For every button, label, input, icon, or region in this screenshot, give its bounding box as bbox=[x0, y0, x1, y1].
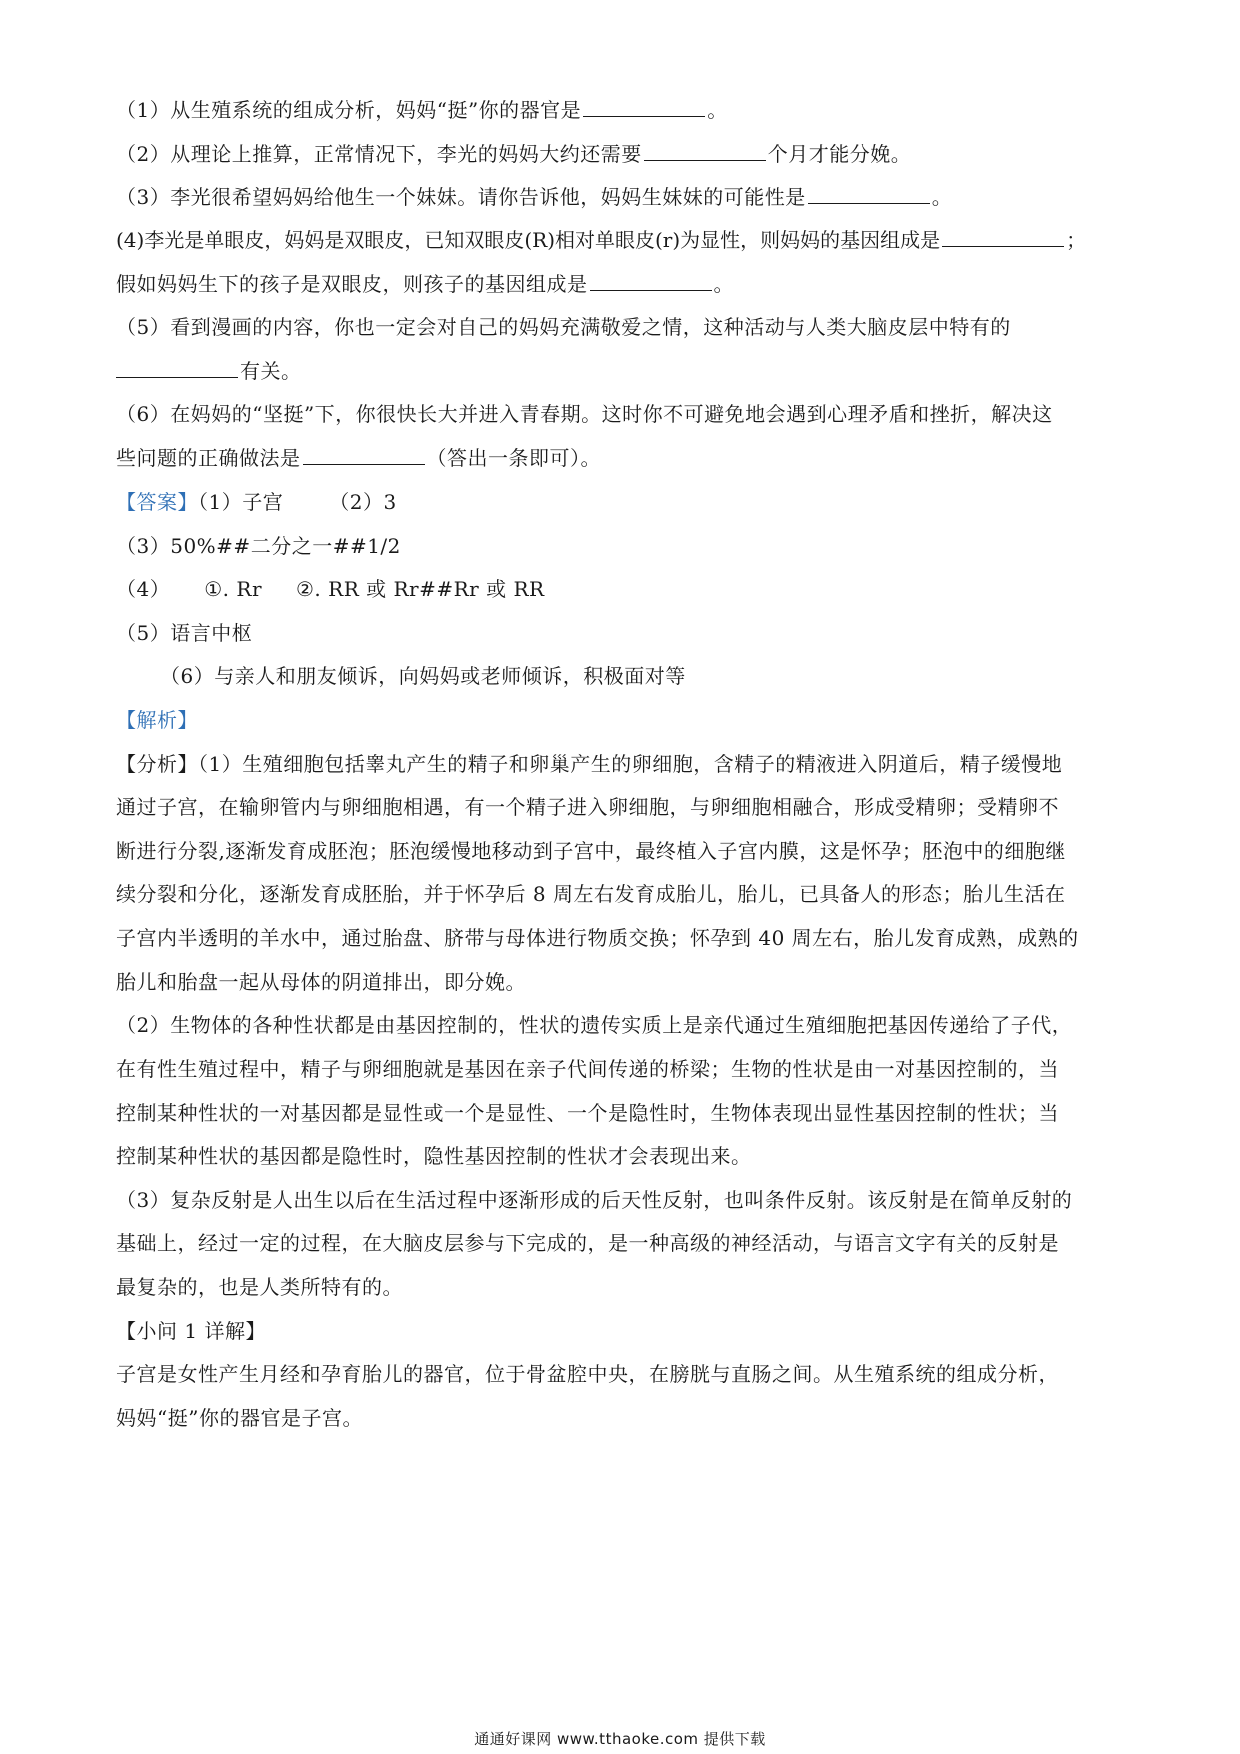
analysis-text: （1）生殖细胞包括睾丸产生的精子和卵巢产生的卵细胞，含精子的精液进入阴道后，精子缓慢地 bbox=[198, 752, 1063, 776]
answer-4-label: （4） bbox=[116, 577, 171, 601]
answer-6: （6）与亲人和朋友倾诉，向妈妈或老师倾诉，积极面对等 bbox=[160, 664, 686, 688]
question-5-line-1 bbox=[116, 313, 1126, 341]
question-3-text: （3）李光很希望妈妈给他生一个妹妹。请你告诉他，妈妈生妹妹的可能性是 bbox=[116, 185, 806, 209]
analysis-line bbox=[116, 837, 1126, 865]
analysis-text: 断进行分裂,逐渐发育成胚泡；胚泡缓慢地移动到子宫中，最终植入子宫内膜，这是怀孕；胚泡中的细胞继 bbox=[116, 839, 1066, 863]
answer-blank bbox=[808, 183, 930, 204]
question-3-end: 。 bbox=[931, 185, 953, 209]
question-4-text: (4)李光是单眼皮，妈妈是双眼皮，已知双眼皮(R)相对单眼皮(r)为显性，则妈妈的基因组成是 bbox=[116, 228, 941, 252]
analysis-line bbox=[116, 1186, 1126, 1214]
analysis-line bbox=[116, 1229, 1126, 1257]
question-6-line-1 bbox=[116, 400, 1126, 428]
page-footer: 通通好课网 www.tthaoke.com 提供下载 bbox=[474, 1730, 766, 1748]
answer-blank bbox=[303, 444, 425, 465]
detail-text: 妈妈“挺”你的器官是子宫。 bbox=[116, 1406, 363, 1430]
analysis-line bbox=[116, 880, 1126, 908]
detail-line bbox=[116, 1404, 1126, 1432]
answer-4-part-1: ①. Rr bbox=[204, 577, 262, 601]
question-6-text: （6）在妈妈的“坚挺”下，你很快长大并进入青春期。这时你不可避免地会遇到心理矛盾和挫折，解决这 bbox=[116, 402, 1053, 426]
answer-blank bbox=[644, 140, 766, 161]
analysis-text: 基础上，经过一定的过程，在大脑皮层参与下完成的，是一种高级的神经活动，与语言文字有关的反射是 bbox=[116, 1231, 1059, 1255]
analysis-text: 通过子宫，在输卵管内与卵细胞相遇，有一个精子进入卵细胞，与卵细胞相融合，形成受精卵；受精卵不 bbox=[116, 795, 1059, 819]
question-2-end: 个月才能分娩。 bbox=[767, 142, 912, 166]
question-5-end: 有关。 bbox=[240, 359, 302, 383]
analysis-line bbox=[116, 968, 1126, 996]
answer-line-4 bbox=[116, 575, 1126, 603]
question-2-text: （2）从理论上推算，正常情况下，李光的妈妈大约还需要 bbox=[116, 142, 642, 166]
question-5-text: （5）看到漫画的内容，你也一定会对自己的妈妈充满敬爱之情，这种活动与人类大脑皮层中特有的 bbox=[116, 315, 1011, 339]
detail-tag: 【小问 1 详解】 bbox=[116, 1319, 266, 1343]
answer-tag: 【答案】 bbox=[116, 490, 198, 514]
question-4-sep: ； bbox=[1066, 228, 1087, 252]
answer-line-3 bbox=[116, 532, 1126, 560]
analysis-line bbox=[116, 1011, 1126, 1039]
analysis-text: （2）生物体的各种性状都是由基因控制的，性状的遗传实质上是亲代通过生殖细胞把基因传递给了子代， bbox=[116, 1013, 1073, 1037]
analysis-line bbox=[116, 1099, 1126, 1127]
analysis-line bbox=[116, 1142, 1126, 1170]
question-3 bbox=[116, 183, 1126, 211]
fenxi-tag: 【分析】 bbox=[116, 752, 198, 776]
analysis-text: 控制某种性状的基因都是隐性时，隐性基因控制的性状才会表现出来。 bbox=[116, 1144, 752, 1168]
answer-blank bbox=[590, 270, 712, 291]
detail-text: 子宫是女性产生月经和孕育胎儿的器官，位于骨盆腔中央，在膀胱与直肠之间。从生殖系统的组成分析， bbox=[116, 1362, 1059, 1386]
question-4-line-1 bbox=[116, 226, 1126, 254]
analysis-text: （3）复杂反射是人出生以后在生活过程中逐渐形成的后天性反射，也叫条件反射。该反射是在简单反射的 bbox=[116, 1188, 1073, 1212]
question-5-line-2 bbox=[116, 357, 1126, 385]
question-4-line-2 bbox=[116, 270, 1126, 298]
analysis-line bbox=[116, 924, 1126, 952]
analysis-line bbox=[116, 750, 1126, 778]
question-6-line-2 bbox=[116, 444, 1126, 472]
question-6-end: （答出一条即可）。 bbox=[426, 446, 601, 470]
question-6-text-2: 些问题的正确做法是 bbox=[116, 446, 301, 470]
question-1 bbox=[116, 96, 1126, 124]
analysis-text: 最复杂的，也是人类所特有的。 bbox=[116, 1275, 403, 1299]
detail-line bbox=[116, 1360, 1126, 1388]
answer-line-5 bbox=[116, 619, 1126, 647]
answer-1: （1）子宫 bbox=[198, 490, 284, 514]
analysis-text: 续分裂和分化，逐渐发育成胚胎，并于怀孕后 8 周左右发育成胎儿，胎儿，已具备人的形态；胎儿生活在 bbox=[116, 882, 1066, 906]
analysis-line bbox=[116, 1055, 1126, 1083]
answer-blank bbox=[116, 357, 238, 378]
analysis-text: 控制某种性状的一对基因都是显性或一个是显性、一个是隐性时，生物体表现出显性基因控制的性状；当 bbox=[116, 1101, 1059, 1125]
analysis-heading bbox=[116, 706, 1126, 734]
question-4-text-2: 假如妈妈生下的孩子是双眼皮，则孩子的基因组成是 bbox=[116, 272, 588, 296]
answer-line-6 bbox=[160, 662, 1170, 690]
analysis-text: 子宫内半透明的羊水中，通过胎盘、脐带与母体进行物质交换；怀孕到 40 周左右，胎儿发育成熟，成熟的 bbox=[116, 926, 1079, 950]
analysis-text: 胎儿和胎盘一起从母体的阴道排出，即分娩。 bbox=[116, 970, 526, 994]
detail-heading bbox=[116, 1317, 1126, 1345]
answer-blank bbox=[942, 226, 1064, 247]
analysis-line bbox=[116, 793, 1126, 821]
answer-line-1 bbox=[116, 488, 1126, 516]
analysis-tag: 【解析】 bbox=[116, 708, 198, 732]
answer-blank bbox=[583, 96, 705, 117]
question-1-text: （1）从生殖系统的组成分析，妈妈“挺”你的器官是 bbox=[116, 98, 582, 122]
analysis-text: 在有性生殖过程中，精子与卵细胞就是基因在亲子代间传递的桥梁；生物的性状是由一对基因控制的，当 bbox=[116, 1057, 1059, 1081]
answer-3: （3）50%##二分之一##1/2 bbox=[116, 534, 401, 558]
answer-5: （5）语言中枢 bbox=[116, 621, 253, 645]
question-4-end: 。 bbox=[713, 272, 734, 296]
question-2 bbox=[116, 140, 1126, 168]
answer-2: （2）3 bbox=[329, 490, 397, 514]
question-1-end: 。 bbox=[707, 98, 728, 122]
answer-4-part-2: ②. RR 或 Rr##Rr 或 RR bbox=[296, 577, 545, 601]
analysis-line bbox=[116, 1273, 1126, 1301]
